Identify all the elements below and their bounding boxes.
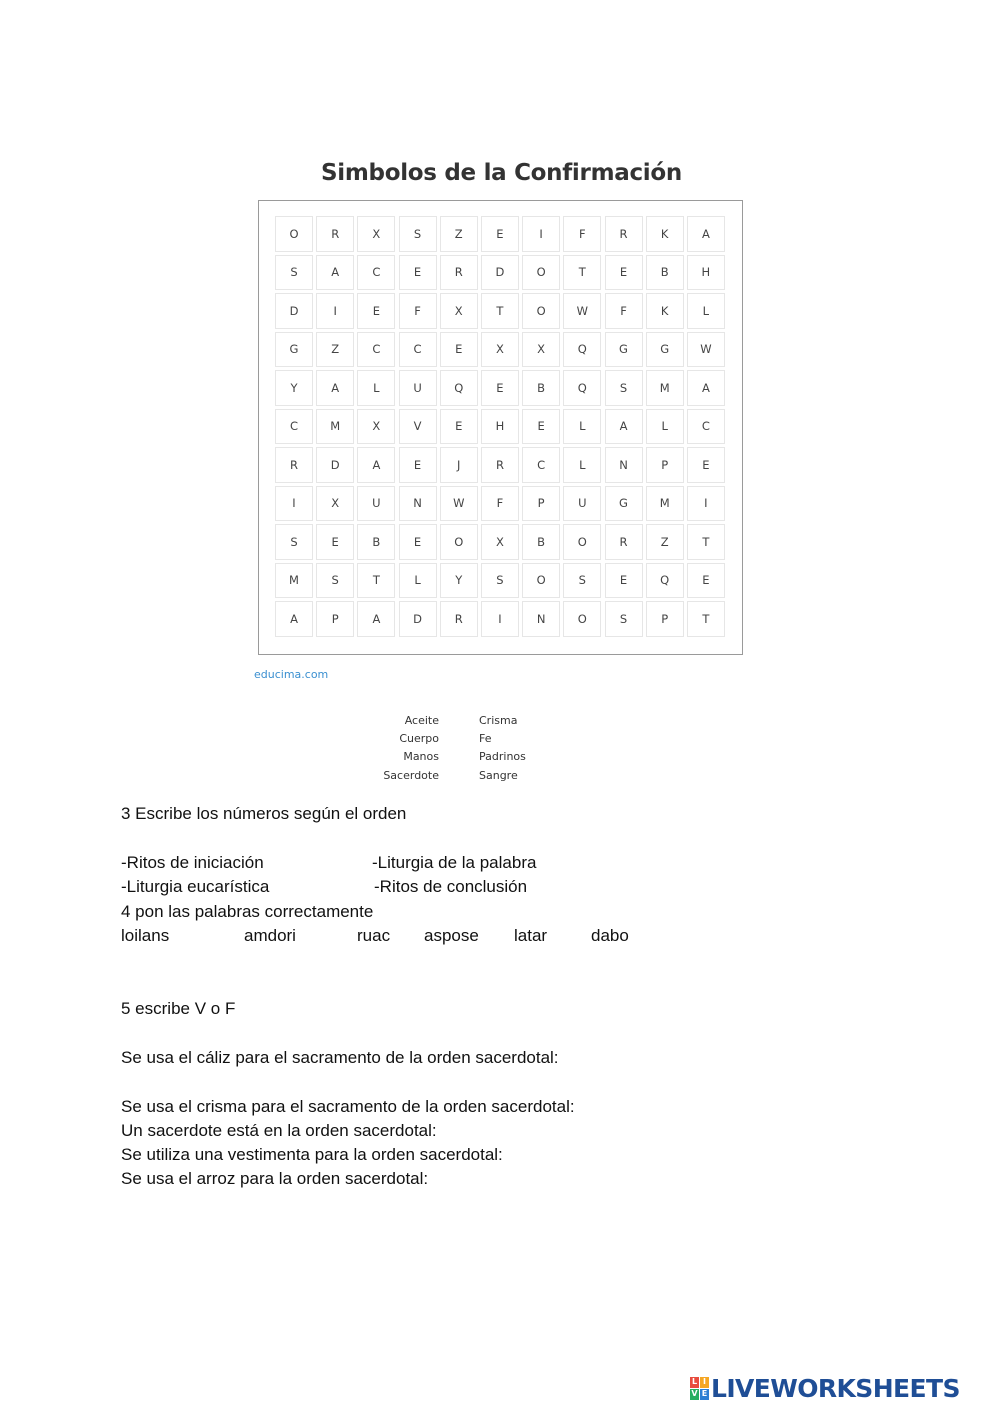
wordsearch-cell[interactable]: A [275,601,313,637]
wordsearch-cell[interactable]: R [440,601,478,637]
wordsearch-cell[interactable]: C [275,409,313,445]
wordsearch-cell[interactable]: A [605,409,643,445]
wordsearch-cell[interactable]: E [522,409,560,445]
wordsearch-cell[interactable]: W [563,293,601,329]
order-item[interactable]: -Liturgia de la palabra [372,853,537,872]
wordsearch-cell[interactable]: R [440,255,478,291]
wordsearch-cell[interactable]: R [275,447,313,483]
order-item[interactable]: -Ritos de conclusión [374,877,528,896]
wordsearch-cell[interactable]: T [687,601,725,637]
wordsearch-cell[interactable]: C [687,409,725,445]
wordsearch-cell[interactable]: E [687,563,725,599]
scrambled-word[interactable]: aspose [424,926,479,945]
true-false-statement[interactable]: Se usa el arroz para la orden sacerdotal: [121,1169,429,1188]
wordsearch-brand: educima.com [254,668,329,681]
wordsearch-cell[interactable]: N [399,486,437,522]
wordsearch-cell[interactable]: U [357,486,395,522]
wordsearch-cell[interactable]: X [357,409,395,445]
wordsearch-cell[interactable]: G [275,332,313,368]
word-list-right [479,712,579,785]
wordsearch-cell[interactable]: E [440,409,478,445]
wordsearch-cell[interactable]: A [687,216,725,252]
wordsearch-cell[interactable]: T [563,255,601,291]
wordsearch-cell[interactable]: X [316,486,354,522]
word-list-item: Fe [479,732,492,746]
wordsearch-cell[interactable]: H [481,409,519,445]
wordsearch-cell[interactable]: K [646,216,684,252]
wordsearch-cell[interactable]: Q [563,332,601,368]
wordsearch-cell[interactable]: E [605,563,643,599]
wordsearch-cell[interactable]: F [563,216,601,252]
wordsearch-cell[interactable]: E [399,255,437,291]
wordsearch-cell[interactable]: I [275,486,313,522]
wordsearch-cell[interactable]: E [605,255,643,291]
section5-heading: 5 escribe V o F [121,999,236,1018]
wordsearch-cell[interactable]: E [481,370,519,406]
logo-squares-icon [690,1377,709,1400]
wordsearch-cell[interactable]: Y [275,370,313,406]
wordsearch-cell[interactable]: S [316,563,354,599]
wordsearch-cell[interactable]: J [440,447,478,483]
wordsearch-cell[interactable]: W [687,332,725,368]
wordsearch-cell[interactable]: D [399,601,437,637]
wordsearch-cell[interactable]: X [440,293,478,329]
wordsearch-cell[interactable]: M [646,486,684,522]
order-item[interactable]: -Ritos de iniciación [121,853,264,872]
wordsearch-cell[interactable]: T [357,563,395,599]
wordsearch-cell[interactable]: A [357,601,395,637]
scrambled-word[interactable]: ruac [357,926,391,945]
wordsearch-cell[interactable]: B [522,370,560,406]
wordsearch-cell[interactable]: G [605,486,643,522]
wordsearch-cell[interactable]: Q [440,370,478,406]
wordsearch-cell[interactable]: R [316,216,354,252]
wordsearch-cell[interactable]: X [522,332,560,368]
wordsearch-cell[interactable]: C [399,332,437,368]
wordsearch-cell[interactable]: T [481,293,519,329]
wordsearch-cell[interactable]: A [687,370,725,406]
wordsearch-cell[interactable]: E [481,216,519,252]
wordsearch-cell[interactable]: S [399,216,437,252]
wordsearch-cell[interactable]: U [399,370,437,406]
order-item[interactable]: -Liturgia eucarística [121,877,270,896]
wordsearch-cell[interactable]: D [275,293,313,329]
wordsearch-cell[interactable]: P [646,601,684,637]
wordsearch-cell[interactable]: F [605,293,643,329]
wordsearch-cell[interactable]: N [605,447,643,483]
wordsearch-cell[interactable]: S [605,601,643,637]
wordsearch-cell[interactable]: A [316,255,354,291]
wordsearch-cell[interactable]: O [275,216,313,252]
wordsearch-cell[interactable]: W [440,486,478,522]
section3-heading: 3 Escribe los números según el orden [121,804,407,823]
wordsearch-cell[interactable]: Q [646,563,684,599]
wordsearch-cell[interactable]: X [481,332,519,368]
section4-heading: 4 pon las palabras correctamente [121,902,374,921]
wordsearch-cell[interactable]: L [399,563,437,599]
wordsearch-cell[interactable]: T [687,524,725,560]
logo-square: L [691,1377,698,1386]
wordsearch-cell[interactable]: B [646,255,684,291]
word-list-item: Padrinos [479,750,526,764]
wordsearch-cell[interactable]: E [316,524,354,560]
wordsearch-cell[interactable]: O [522,293,560,329]
wordsearch-cell[interactable]: O [522,255,560,291]
scrambled-word[interactable]: loilans [121,926,170,945]
wordsearch-cell[interactable]: P [316,601,354,637]
wordsearch-cell[interactable]: C [522,447,560,483]
wordsearch-cell[interactable]: O [522,563,560,599]
wordsearch-cell[interactable]: E [399,447,437,483]
wordsearch-cell[interactable]: U [563,486,601,522]
logo-square: I [700,1377,709,1388]
true-false-statement[interactable]: Se usa el crisma para el sacramento de la orden sacerdotal: [121,1097,575,1116]
scrambled-word[interactable]: latar [514,926,548,945]
wordsearch-cell[interactable]: V [399,409,437,445]
wordsearch-cell[interactable]: L [563,409,601,445]
logo-square: V [691,1389,698,1398]
wordsearch-cell[interactable]: M [316,409,354,445]
wordsearch-cell[interactable]: Z [316,332,354,368]
wordsearch-cell[interactable]: I [481,601,519,637]
wordsearch-cell[interactable]: O [440,524,478,560]
wordsearch-cell[interactable]: D [316,447,354,483]
wordsearch-cell[interactable]: A [357,447,395,483]
true-false-statement[interactable]: Un sacerdote está en la orden sacerdotal: [121,1121,437,1140]
wordsearch-cell[interactable]: L [646,409,684,445]
wordsearch-cell[interactable]: E [440,332,478,368]
wordsearch-cell[interactable]: O [563,601,601,637]
logo-text: LIVEWORKSHEETS [711,1373,960,1403]
wordsearch-cell[interactable]: Y [440,563,478,599]
wordsearch-cell[interactable]: I [687,486,725,522]
wordsearch-cell[interactable]: F [399,293,437,329]
wordsearch-cell[interactable]: G [646,332,684,368]
wordsearch-cell[interactable]: D [481,255,519,291]
wordsearch-cell[interactable]: H [687,255,725,291]
word-list-left [358,712,439,785]
wordsearch-cell[interactable]: S [275,524,313,560]
wordsearch-cell[interactable]: I [316,293,354,329]
wordsearch-cell[interactable]: E [687,447,725,483]
wordsearch-grid[interactable] [275,216,725,637]
scrambled-word[interactable]: dabo [591,926,629,945]
wordsearch-cell[interactable]: E [357,293,395,329]
word-list-item: Sacerdote [383,768,439,782]
wordsearch-cell[interactable]: Q [563,370,601,406]
wordsearch-cell[interactable]: P [522,486,560,522]
wordsearch-cell[interactable]: K [646,293,684,329]
wordsearch-cell[interactable]: S [481,563,519,599]
wordsearch-cell[interactable]: P [646,447,684,483]
liveworksheets-logo [690,1373,960,1403]
wordsearch-cell[interactable]: R [605,524,643,560]
word-list-item: Sangre [479,768,518,782]
scrambled-word[interactable]: amdori [244,926,296,945]
wordsearch-cell[interactable]: M [646,370,684,406]
wordsearch-cell[interactable]: M [275,563,313,599]
wordsearch-cell[interactable]: I [522,216,560,252]
wordsearch-cell[interactable]: F [481,486,519,522]
wordsearch-cell[interactable]: O [563,524,601,560]
word-list-item: Aceite [404,714,439,727]
wordsearch-cell[interactable]: R [605,216,643,252]
word-list-item: Crisma [479,714,518,727]
wordsearch-cell[interactable]: A [316,370,354,406]
wordsearch-cell[interactable]: C [357,332,395,368]
wordsearch-title: Simbolos de la Confirmación [321,160,682,186]
logo-square: E [701,1389,708,1398]
true-false-statement[interactable]: Se usa el cáliz para el sacramento de la orden sacerdotal: [121,1048,559,1067]
wordsearch-cell[interactable]: L [563,447,601,483]
wordsearch-cell[interactable]: S [605,370,643,406]
wordsearch-cell[interactable]: S [563,563,601,599]
wordsearch-cell[interactable]: X [481,524,519,560]
wordsearch-cell[interactable]: L [687,293,725,329]
wordsearch-cell[interactable]: R [481,447,519,483]
wordsearch-cell[interactable]: X [357,216,395,252]
wordsearch-cell[interactable]: S [275,255,313,291]
wordsearch-cell[interactable]: N [522,601,560,637]
word-list-item: Cuerpo [399,732,439,746]
true-false-statement[interactable]: Se utiliza una vestimenta para la orden sacerdotal: [121,1145,503,1164]
wordsearch-cell[interactable]: G [605,332,643,368]
wordsearch-cell[interactable]: B [522,524,560,560]
word-list-item: Manos [403,750,439,764]
wordsearch-cell[interactable]: C [357,255,395,291]
wordsearch-cell[interactable]: Z [646,524,684,560]
wordsearch-cell[interactable]: Z [440,216,478,252]
wordsearch-cell[interactable]: L [357,370,395,406]
wordsearch-cell[interactable]: B [357,524,395,560]
wordsearch-cell[interactable]: E [399,524,437,560]
